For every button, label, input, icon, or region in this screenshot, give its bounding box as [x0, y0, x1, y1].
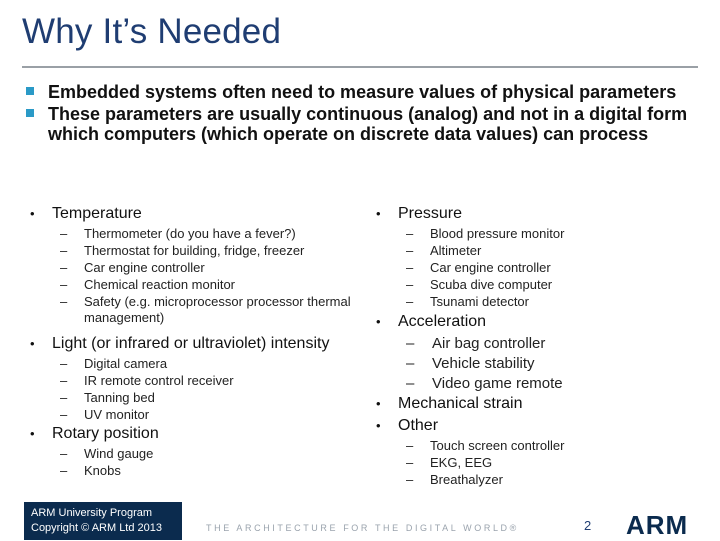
list-item-text: Tanning bed [84, 390, 155, 405]
list-item [376, 354, 706, 373]
category-label: Rotary position [52, 425, 159, 442]
bullet-icon: • [376, 418, 381, 433]
dash-icon: – [406, 226, 414, 241]
category-label: Temperature [52, 205, 142, 222]
list-item [30, 294, 360, 326]
temperature-subitems [30, 226, 360, 326]
list-item [376, 472, 706, 488]
category-label: Other [398, 417, 439, 434]
dash-icon: – [60, 260, 68, 275]
category-mechanical-strain [376, 395, 706, 413]
list-item [30, 226, 360, 242]
list-item [376, 277, 706, 293]
category-light [30, 335, 360, 353]
list-item [376, 226, 706, 242]
list-item [30, 243, 360, 259]
dash-icon: – [406, 355, 415, 372]
list-item-text: Thermostat for building, fridge, freezer [84, 243, 305, 258]
intro-bullet-item [24, 82, 714, 102]
title-divider [22, 66, 698, 68]
bullet-icon: • [30, 336, 35, 351]
list-item [30, 446, 360, 462]
left-column [30, 205, 360, 480]
square-bullet-icon [26, 109, 34, 117]
list-item-text: Car engine controller [84, 260, 205, 275]
list-item [376, 438, 706, 454]
category-label: Light (or infrared or ultraviolet) intensity [52, 335, 330, 352]
list-item-text: Wind gauge [84, 446, 154, 461]
category-pressure [376, 205, 706, 223]
list-item [376, 374, 706, 393]
dash-icon: – [406, 472, 414, 487]
list-item [30, 356, 360, 372]
list-item-text: Scuba dive computer [430, 277, 553, 292]
list-item-text: Air bag controller [432, 335, 546, 352]
footer-tagline: THE ARCHITECTURE FOR THE DIGITAL WORLD® [206, 523, 519, 533]
dash-icon: – [60, 356, 68, 371]
square-bullet-icon [26, 87, 34, 95]
list-item [30, 260, 360, 276]
list-item [376, 243, 706, 259]
category-rotary-position [30, 425, 360, 443]
dash-icon: – [406, 277, 414, 292]
category-temperature [30, 205, 360, 223]
category-label: Acceleration [398, 313, 487, 330]
bullet-icon: • [376, 314, 381, 329]
dash-icon: – [406, 438, 414, 453]
dash-icon: – [60, 390, 68, 405]
rotary-subitems [30, 446, 360, 479]
copyright-text: Copyright © ARM Ltd 2013 [31, 522, 163, 534]
other-subitems [376, 438, 706, 488]
category-acceleration [376, 313, 706, 331]
list-item-text: Chemical reaction monitor [84, 277, 236, 292]
right-column [376, 205, 706, 489]
dash-icon: – [406, 455, 414, 470]
dash-icon: – [60, 294, 68, 309]
intro-bullet-text: These parameters are usually continuous (analog) and not in a digital form which computers (which operate on discrete data values) can process [48, 104, 688, 144]
list-item-text: IR remote control receiver [84, 373, 234, 388]
dash-icon: – [60, 243, 68, 258]
dash-icon: – [406, 375, 415, 392]
dash-icon: – [406, 243, 414, 258]
dash-icon: – [406, 294, 414, 309]
category-other [376, 417, 706, 435]
light-subitems [30, 356, 360, 423]
bullet-icon: • [30, 206, 35, 221]
intro-bullet-item [24, 104, 714, 144]
arm-logo-icon: ARM [626, 510, 689, 540]
page-number: 2 [584, 518, 592, 533]
list-item [376, 260, 706, 276]
list-item-text: Blood pressure monitor [430, 226, 565, 241]
pressure-subitems [376, 226, 706, 310]
bullet-icon: • [376, 396, 381, 411]
acceleration-subitems [376, 334, 706, 393]
category-label: Pressure [398, 205, 463, 222]
list-item-text: Video game remote [432, 375, 563, 392]
program-name: ARM University Program [31, 507, 153, 519]
list-item [30, 463, 360, 479]
dash-icon: – [60, 407, 68, 422]
list-item [30, 407, 360, 423]
dash-icon: – [60, 226, 68, 241]
list-item-text: Touch screen controller [430, 438, 565, 453]
list-item-text: Knobs [84, 463, 121, 478]
dash-icon: – [406, 335, 415, 352]
category-label: Mechanical strain [398, 395, 523, 412]
list-item-text: EKG, EEG [430, 455, 493, 470]
bullet-icon: • [376, 206, 381, 221]
list-item-text: Tsunami detector [430, 294, 529, 309]
intro-bullets [24, 82, 714, 146]
dash-icon: – [60, 277, 68, 292]
list-item-text: Safety (e.g. microprocessor processor thermal management) [84, 294, 351, 325]
list-item [376, 334, 706, 353]
dash-icon: – [60, 373, 68, 388]
list-item-text: Vehicle stability [432, 355, 535, 372]
list-item-text: Thermometer (do you have a fever?) [84, 226, 296, 241]
list-item-text: Digital camera [84, 356, 168, 371]
list-item [30, 373, 360, 389]
list-item [376, 455, 706, 471]
intro-bullet-text: Embedded systems often need to measure values of physical parameters [48, 82, 677, 102]
dash-icon: – [60, 463, 68, 478]
slide-footer [22, 502, 698, 540]
bullet-icon: • [30, 426, 35, 441]
slide-title: Why It’s Needed [22, 12, 282, 51]
list-item-text: Breathalyzer [430, 472, 503, 487]
list-item [376, 294, 706, 310]
list-item [30, 277, 360, 293]
list-item-text: UV monitor [84, 407, 150, 422]
program-label-box [24, 502, 182, 540]
dash-icon: – [60, 446, 68, 461]
list-item-text: Altimeter [430, 243, 482, 258]
list-item-text: Car engine controller [430, 260, 551, 275]
dash-icon: – [406, 260, 414, 275]
list-item [30, 390, 360, 406]
